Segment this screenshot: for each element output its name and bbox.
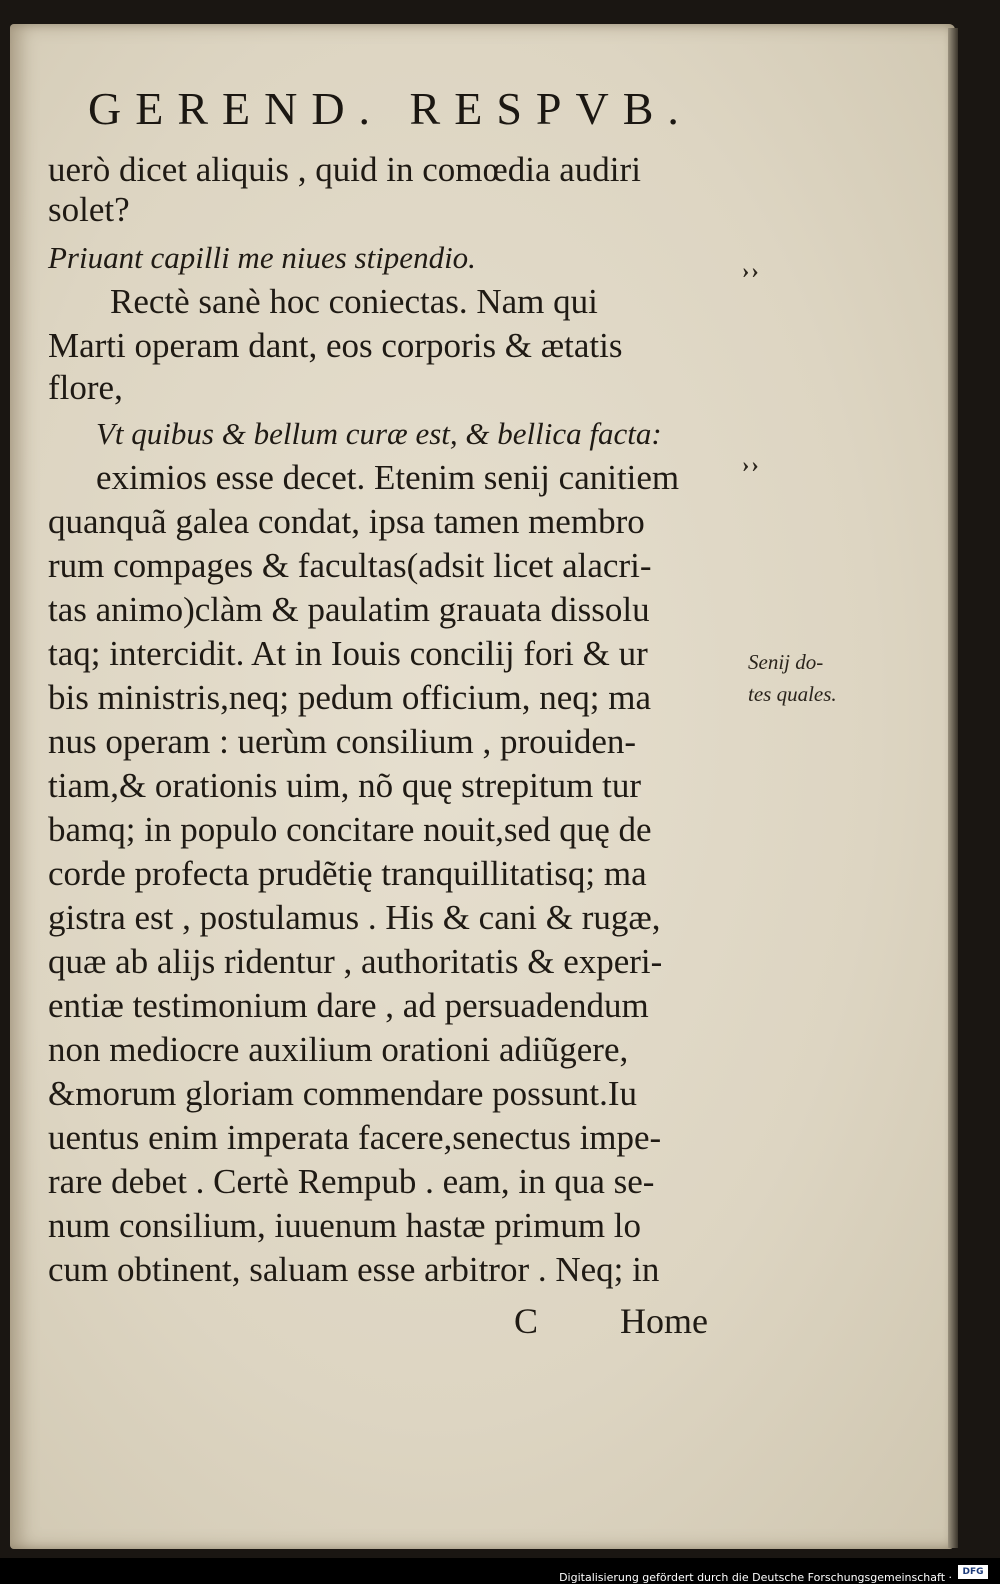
text-line: uentus enim imperata facere,senectus impe-: [48, 1118, 662, 1157]
marginal-note-line: Senij do-: [748, 650, 824, 674]
running-head: GEREND. RESPVB.: [88, 83, 693, 134]
text-line: Marti operam dant, eos corporis & ætatis: [48, 326, 623, 365]
text-line: quanquã galea condat, ipsa tamen membro: [48, 502, 645, 541]
text-line: bamq; in populo concitare nouit,sed quę de: [48, 810, 652, 849]
text-line: entiæ testimonium dare , ad persuadendum: [48, 986, 649, 1025]
marginal-note: [748, 646, 837, 710]
text-line: tiam,& orationis uim, nõ quę strepitum tur: [48, 766, 641, 805]
quotation-mark: ››: [742, 258, 761, 283]
text-line: flore,: [48, 368, 123, 407]
text-line: tas animo)clàm & paulatim grauata dissolu: [48, 590, 650, 629]
text-line: rum compages & facultas(adsit licet alacri-: [48, 546, 652, 585]
text-line: quæ ab alijs ridentur , authoritatis & experi-: [48, 942, 663, 981]
text-line-verse: Vt quibus & bellum curæ est, & bellica facta:: [96, 416, 662, 451]
text-line: num consilium, iuuenum hastæ primum lo: [48, 1206, 642, 1245]
text-line: bis ministris,neq; pedum officium, neq; ma: [48, 678, 652, 717]
text-line: &morum gloriam commendare possunt.Iu: [48, 1074, 638, 1113]
text-line: eximios esse decet. Etenim senij canitiem: [96, 458, 680, 497]
text-line: nus operam : uerùm consilium , prouiden-: [48, 722, 637, 761]
text-line: corde profecta prudẽtię tranquillitatisq; ma: [48, 854, 647, 893]
text-line: solet?: [48, 190, 130, 229]
text-line: non mediocre auxilium orationi adiũgere,: [48, 1030, 629, 1069]
text-line: Rectè sanè hoc coniectas. Nam qui: [110, 282, 598, 321]
signature-mark: C: [514, 1301, 539, 1341]
catchword: Home: [620, 1301, 708, 1341]
text-line: taq; intercidit. At in Iouis concilij fori & ur: [48, 634, 648, 673]
marginal-note-line: tes quales.: [748, 682, 837, 706]
text-line: gistra est , postulamus . His & cani & rugæ,: [48, 898, 661, 937]
dfg-logo: DFG: [958, 1565, 988, 1579]
text-line: uerò dicet aliquis , quid in comœdia audiri: [48, 150, 641, 189]
text-line: rare debet . Certè Rempub . eam, in qua se-: [48, 1162, 655, 1201]
quotation-mark: ››: [742, 452, 761, 477]
page-edge: [948, 28, 958, 1548]
footer-credit: Digitalisierung gefördert durch die Deutsche Forschungsgemeinschaft ·: [559, 1571, 952, 1584]
text-line-verse: Priuant capilli me niues stipendio.: [48, 240, 476, 275]
text-line: cum obtinent, saluam esse arbitror . Neq; in: [48, 1250, 660, 1289]
